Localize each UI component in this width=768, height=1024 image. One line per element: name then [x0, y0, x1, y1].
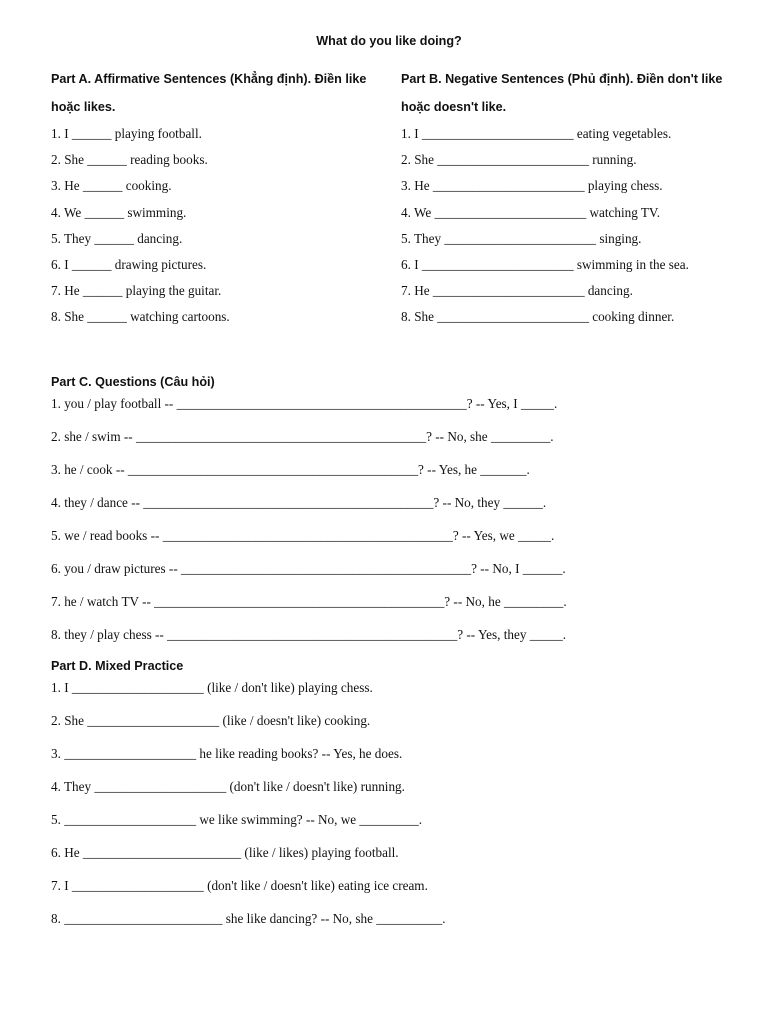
answer-blank: _________ [503, 594, 564, 609]
part-a-heading-line1: Part A. Affirmative Sentences (Khẳng định). Điền like [51, 72, 367, 86]
answer-end: . [550, 429, 554, 444]
item-subject: She [64, 152, 84, 168]
item-rest: (like / doesn't like) cooking. [222, 713, 371, 728]
part-d-list [51, 677, 741, 941]
fill-blank: ________________________ [64, 911, 223, 926]
item-rest: dancing. [137, 230, 183, 246]
item-number: 6. [401, 256, 411, 272]
part-c-item [51, 591, 741, 624]
answer-blank: _______ [480, 462, 527, 477]
item-number: 1. [401, 126, 411, 141]
item-subject: He [64, 283, 80, 299]
part-a-heading-line2: hoặc likes. [51, 100, 116, 114]
item-subject: I [414, 126, 419, 141]
part-c-item [51, 624, 741, 657]
part-d-heading: Part D. Mixed Practice [51, 659, 184, 673]
answer-text: ? -- Yes, he [418, 462, 477, 477]
part-b-item [401, 173, 741, 199]
item-number: 6. [51, 256, 61, 272]
answer-text: ? -- No, she [426, 429, 488, 444]
part-d-item [51, 875, 741, 908]
item-subject: I [414, 256, 419, 272]
item-rest: dancing. [587, 283, 633, 299]
item-number: 7. [51, 283, 61, 299]
part-d [51, 657, 741, 941]
fill-blank: ____________________ [71, 878, 204, 893]
item-number: 4. [51, 204, 61, 220]
answer-end: . [562, 561, 566, 576]
part-c-list [51, 393, 741, 657]
item-start: 1. I [51, 680, 69, 695]
part-d-item [51, 743, 741, 776]
fill-blank: ______ [87, 152, 127, 168]
part-a [51, 65, 381, 331]
answer-end: . [542, 495, 547, 510]
item-number: 1. [51, 126, 61, 141]
part-b-item [401, 304, 741, 330]
part-c-item [51, 459, 741, 492]
part-c-item [51, 558, 741, 591]
question-prompt: 8. they / play chess -- [51, 627, 164, 642]
item-start: 2. She [51, 713, 84, 728]
part-c-item [51, 525, 741, 558]
item-rest: playing chess. [587, 178, 663, 194]
item-rest: running. [592, 152, 637, 168]
item-rest: watching cartoons. [130, 309, 230, 325]
answer-blank: _____ [529, 627, 563, 642]
item-subject: They [63, 230, 92, 246]
part-b-item [401, 147, 741, 173]
answer-text: ? -- No, he [444, 594, 501, 609]
item-subject: She [414, 152, 434, 168]
question-prompt: 6. you / draw pictures -- [51, 561, 178, 576]
part-a-item [51, 252, 381, 278]
answer-text: ? -- No, I [471, 561, 520, 576]
question-prompt: 5. we / read books -- [51, 528, 160, 543]
answer-text: ? -- Yes, we [452, 528, 515, 543]
fill-blank: _______________________ [421, 126, 574, 141]
item-rest: we like swimming? -- No, we [199, 812, 357, 827]
item-subject: We [63, 204, 82, 220]
part-b [401, 65, 741, 331]
fill-blank: _______________________ [437, 309, 589, 325]
fill-blank: _______________________ [437, 152, 589, 168]
item-start: 5. [51, 812, 61, 827]
item-rest: eating vegetables. [576, 126, 672, 141]
part-a-item [51, 278, 381, 304]
item-subject: She [414, 309, 434, 325]
part-a-item [51, 200, 381, 226]
part-b-item [401, 121, 741, 147]
item-rest: (like / likes) playing football. [244, 845, 399, 860]
question-blank: ____________________________________________ [143, 495, 434, 510]
part-b-heading-line2: hoặc doesn't like. [401, 100, 507, 114]
answer-end: . [563, 594, 567, 609]
question-prompt: 4. they / dance -- [51, 495, 140, 510]
item-number: 5. [51, 230, 61, 246]
item-rest: drawing pictures. [114, 256, 207, 272]
item-rest: reading books. [130, 152, 208, 168]
question-prompt: 3. he / cook -- [51, 462, 125, 477]
question-blank: ____________________________________________ [176, 396, 467, 411]
part-c-heading: Part C. Questions (Câu hỏi) [51, 375, 215, 389]
part-d-item [51, 809, 741, 842]
fill-blank: ______ [94, 230, 134, 246]
item-start: 4. They [51, 779, 92, 794]
item-number: 2. [401, 152, 411, 168]
fill-blank: _______________________ [432, 178, 585, 194]
part-d-item [51, 677, 741, 710]
item-number: 8. [51, 309, 61, 325]
fill-blank: _______________________ [444, 230, 597, 246]
fill-blank: ______ [82, 178, 123, 194]
fill-blank: _______________________ [434, 204, 587, 220]
item-number: 8. [401, 309, 411, 325]
item-rest: cooking dinner. [592, 309, 675, 325]
item-rest: singing. [599, 230, 642, 246]
item-start: 6. He [51, 845, 80, 860]
part-a-item [51, 226, 381, 252]
part-b-item [401, 226, 741, 252]
item-rest: (like / don't like) playing chess. [207, 680, 373, 695]
part-a-item [51, 173, 381, 199]
part-a-item [51, 147, 381, 173]
question-prompt: 1. you / play football -- [51, 396, 174, 411]
fill-blank: ______ [71, 256, 112, 272]
part-b-heading-line1: Part B. Negative Sentences (Phủ định). Điền don't like [401, 72, 723, 86]
item-subject: They [413, 230, 442, 246]
question-blank: ____________________________________________ [181, 561, 472, 576]
part-d-item [51, 908, 741, 941]
fill-blank: ____________________ [71, 680, 204, 695]
part-b-item [401, 252, 741, 278]
item-number: 4. [401, 204, 411, 220]
item-subject: I [64, 126, 69, 141]
part-b-item [401, 200, 741, 226]
item-number: 7. [401, 283, 411, 299]
answer-text: ? -- Yes, I [466, 396, 518, 411]
fill-blank: _______________________ [432, 283, 585, 299]
item-number: 5. [401, 230, 411, 246]
item-end: . [442, 911, 446, 926]
fill-blank: ______ [87, 309, 127, 325]
answer-end: . [553, 396, 558, 411]
item-rest: she like dancing? -- No, she [225, 911, 373, 926]
answer-blank: _________ [359, 812, 419, 827]
fill-blank: ____________________ [94, 779, 227, 794]
answer-blank: _____ [518, 528, 551, 543]
item-start: 8. [51, 911, 61, 926]
item-subject: We [413, 204, 432, 220]
page-title: What do you like doing? [316, 34, 462, 48]
question-blank: ____________________________________________ [162, 528, 453, 543]
item-rest: cooking. [125, 178, 172, 194]
item-subject: He [64, 178, 80, 194]
part-a-list [51, 121, 381, 331]
part-c [51, 373, 741, 657]
item-start: 3. [51, 746, 61, 761]
part-a-heading [51, 65, 381, 121]
part-d-item [51, 776, 741, 809]
item-rest: playing football. [114, 126, 202, 141]
item-number: 2. [51, 152, 61, 168]
fill-blank: ______ [84, 204, 125, 220]
question-prompt: 7. he / watch TV -- [51, 594, 151, 609]
item-rest: (don't like / doesn't like) eating ice cream. [207, 878, 428, 893]
answer-blank: _____ [520, 396, 554, 411]
item-number: 3. [401, 178, 411, 194]
fill-blank: ________________________ [82, 845, 242, 860]
part-b-list [401, 121, 741, 331]
part-b-item [401, 278, 741, 304]
answer-blank: ______ [503, 495, 543, 510]
fill-blank: _______________________ [421, 256, 574, 272]
part-c-item [51, 393, 741, 426]
item-subject: I [64, 256, 69, 272]
item-rest: playing the guitar. [125, 283, 222, 299]
part-c-item [51, 426, 741, 459]
answer-end: . [551, 528, 555, 543]
fill-blank: ____________________ [64, 812, 197, 827]
item-rest: watching TV. [589, 204, 661, 220]
item-subject: He [414, 283, 430, 299]
part-a-item [51, 121, 381, 147]
part-b-heading [401, 65, 741, 121]
question-prompt: 2. she / swim -- [51, 429, 133, 444]
answer-text: ? -- No, they [433, 495, 501, 510]
question-blank: ____________________________________________ [127, 462, 419, 477]
part-c-item [51, 492, 741, 525]
item-number: 3. [51, 178, 61, 194]
answer-blank: _________ [490, 429, 551, 444]
item-rest: swimming in the sea. [576, 256, 689, 272]
item-subject: He [414, 178, 430, 194]
answer-blank: ______ [522, 561, 563, 576]
item-subject: She [64, 309, 84, 325]
question-blank: ____________________________________________ [154, 594, 445, 609]
part-d-item [51, 842, 741, 875]
fill-blank: ____________________ [64, 746, 197, 761]
question-blank: ____________________________________________ [135, 429, 427, 444]
part-d-item [51, 710, 741, 743]
item-rest: (don't like / doesn't like) running. [229, 779, 405, 794]
answer-end: . [562, 627, 567, 642]
fill-blank: ______ [82, 283, 123, 299]
question-blank: ____________________________________________ [167, 627, 458, 642]
fill-blank: ______ [71, 126, 112, 141]
item-start: 7. I [51, 878, 69, 893]
answer-blank: __________ [376, 911, 443, 926]
fill-blank: ____________________ [87, 713, 220, 728]
item-rest: he like reading books? -- Yes, he does. [199, 746, 403, 761]
item-end: . [418, 812, 423, 827]
item-rest: swimming. [127, 204, 187, 220]
part-a-item [51, 304, 381, 330]
answer-text: ? -- Yes, they [457, 627, 527, 642]
answer-end: . [526, 462, 530, 477]
